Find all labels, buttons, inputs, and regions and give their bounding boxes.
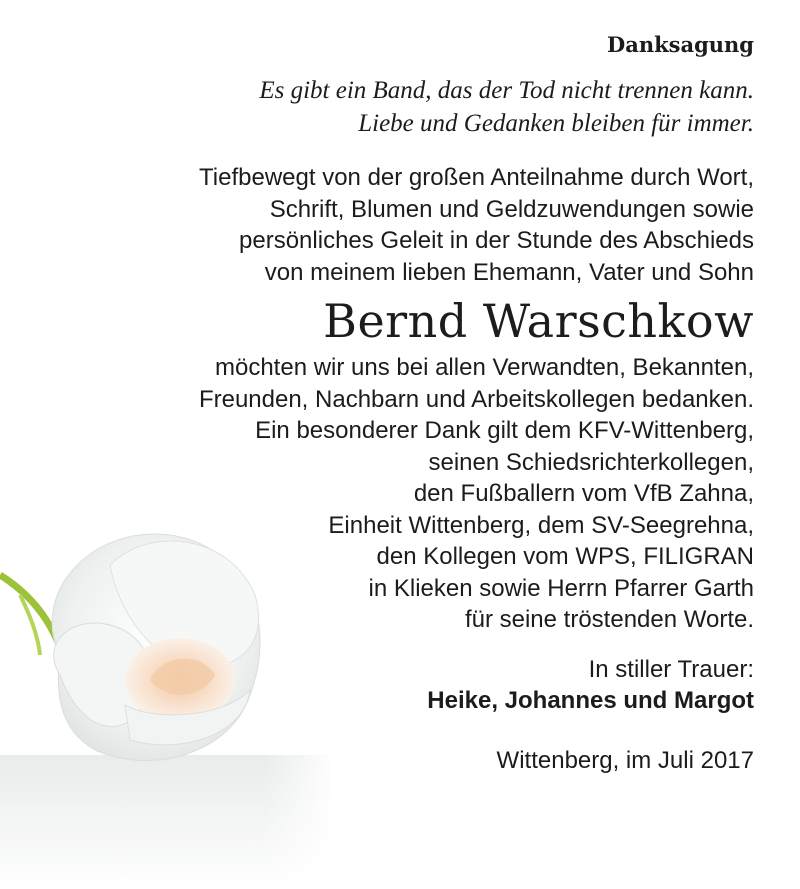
notice-heading: Danksagung [607,32,754,57]
signatories: Heike, Johannes und Margot [427,687,754,714]
quote-line: Es gibt ein Band, das der Tod nicht trennen kann. [259,77,754,104]
place-date: Wittenberg, im Juli 2017 [496,747,754,774]
intro-line: Schrift, Blumen und Geldzuwendungen sowie [269,195,754,223]
deceased-name: Bernd Warschkow [323,294,754,348]
thanks-line: möchten wir uns bei allen Verwandten, Bekannten, [214,354,754,381]
intro-line: Tiefbewegt von der großen Anteilnahme durch Wort, [199,164,754,191]
thanks-line: für seine tröstenden Worte. [464,606,754,633]
thanks-line: Freunden, Nachbarn und Arbeitskollegen bedanken. [198,385,754,413]
quote-line: Liebe und Gedanken bleiben für immer. [358,110,754,137]
thanks-line: den Kollegen vom WPS, FILIGRAN [376,543,754,570]
thanks-line: seinen Schiedsrichterkollegen, [428,448,754,476]
thanks-line: Ein besonderer Dank gilt dem KFV-Wittenberg, [255,417,754,444]
thanks-line: den Fußballern vom VfB Zahna, [413,480,754,507]
thanks-line: in Klieken sowie Herrn Pfarrer Garth [368,574,754,602]
intro-text [34,162,754,288]
intro-line: von meinem lieben Ehemann, Vater und Sohn [264,258,754,286]
thanks-line: Einheit Wittenberg, dem SV-Seegrehna, [328,511,754,539]
mourning-label: In stiller Trauer: [588,655,754,683]
thanks-text [34,352,754,636]
memorial-quote [34,74,754,140]
obituary-notice [34,32,754,777]
intro-line: persönliches Geleit in der Stunde des Abschieds [239,227,754,254]
